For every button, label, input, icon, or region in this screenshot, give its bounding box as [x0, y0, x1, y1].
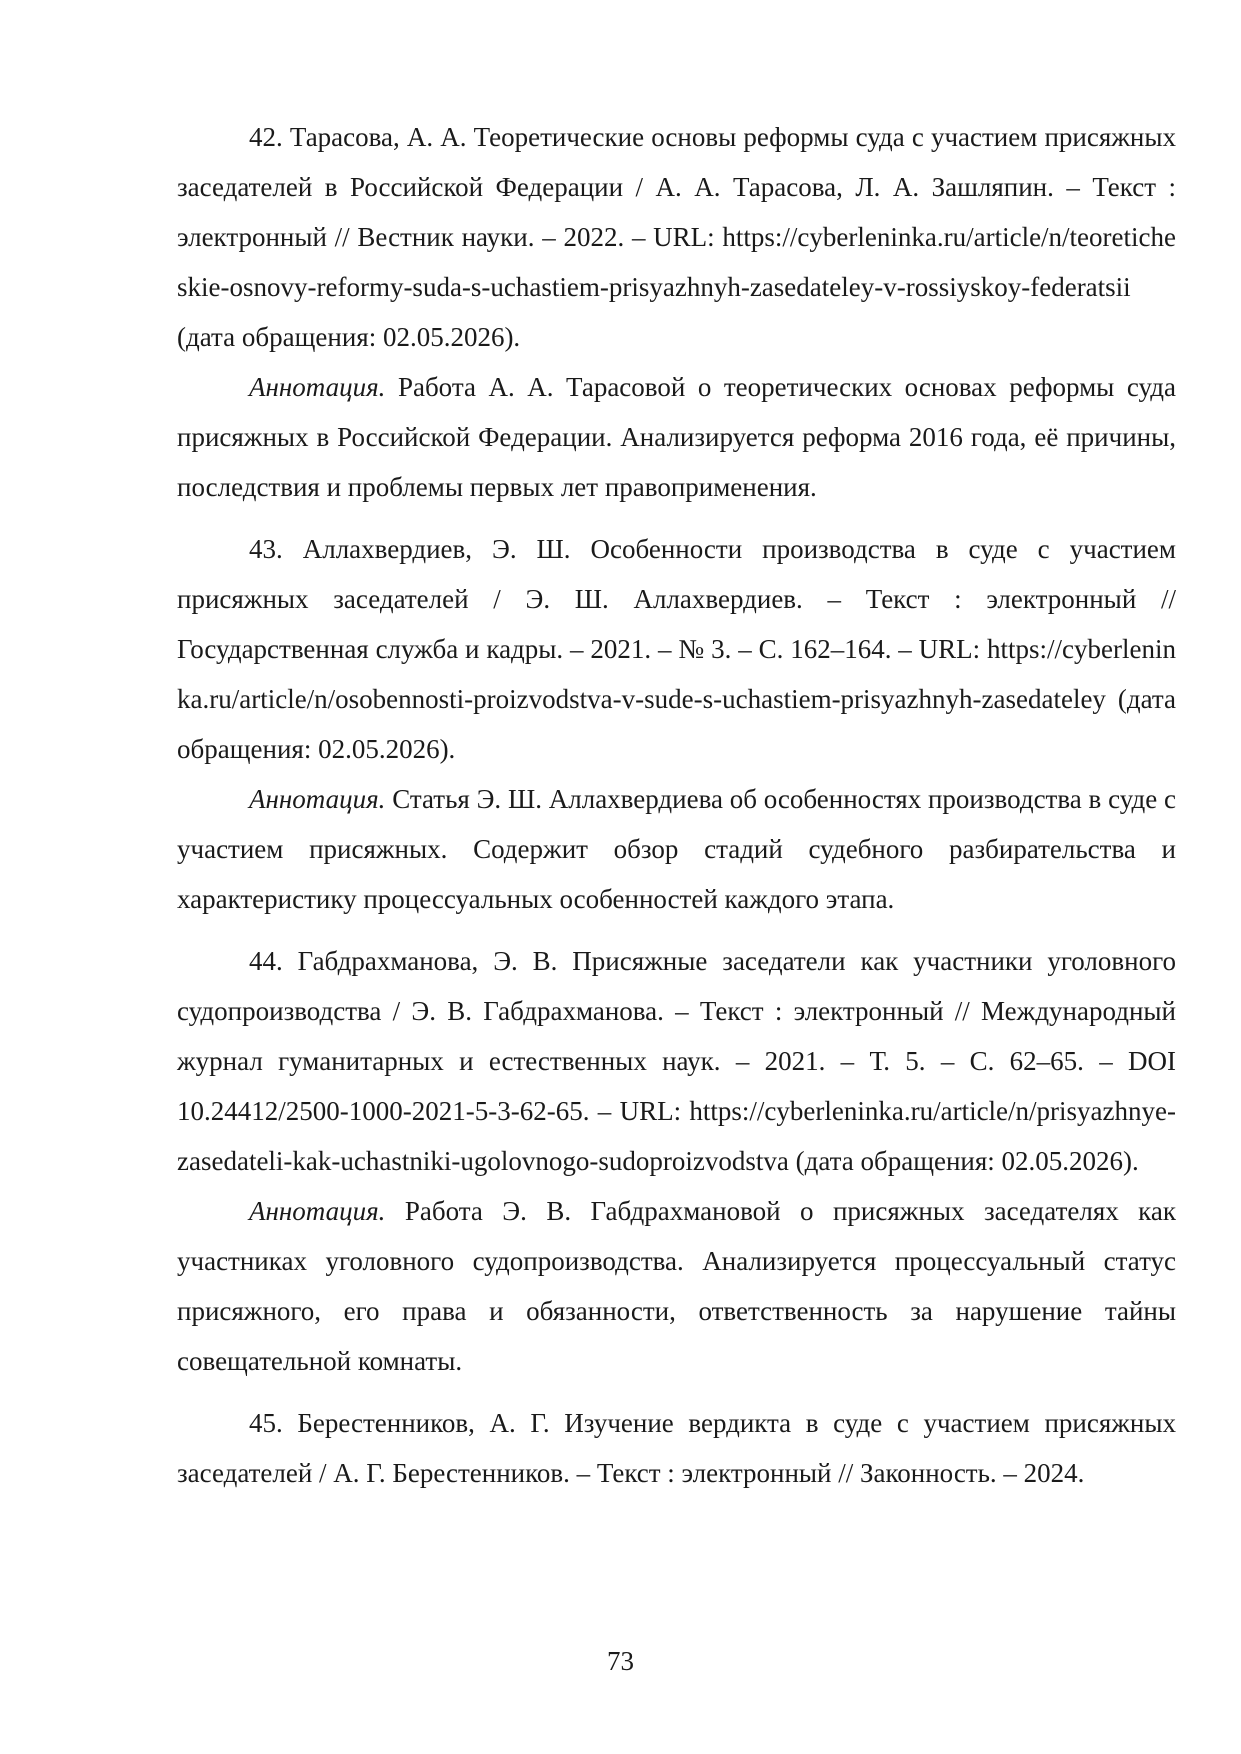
annotation-text: Работа Э. В. Габдрахмановой о присяжных заседателях как участниках уголовного судопроизводства. Анализируется процессуальный статус присяжного, его права и обязанности, ответственность за нарушение тайны совещательной комнаты. — [177, 1196, 1176, 1376]
annotation-label: Аннотация. — [249, 784, 386, 814]
annotation-label: Аннотация. — [249, 372, 386, 402]
reference-text — [177, 524, 1176, 774]
reference-body: 45. Берестенников, А. Г. Изучение вердикта в суде с участием присяжных заседателей / А. Г. Берестенников. – Текст : электронный // Законность. – 2024. — [177, 1408, 1176, 1488]
annotation-paragraph — [177, 774, 1176, 924]
reference-body: 44. Габдрахманова, Э. В. Присяжные заседатели как участники уголовного судопроизводства / Э. В. Габдрахманова. – Текст : электронный // Международный журнал гуманитарных и естественных наук. – 2021. – Т. 5. – С. 62–65. – DOI 10.24412/2500-1000-2021-5-3-62-65. – URL: — [177, 946, 1176, 1126]
reference-text — [177, 1398, 1176, 1498]
reference-access-date: (дата обращения: 02.05.2026). — [177, 684, 1176, 764]
annotation-label: Аннотация. — [249, 1196, 386, 1226]
bibliography-entry-43 — [177, 524, 1176, 924]
reference-url[interactable]: https://cyberleninka.ru/article/n/osobennosti-proizvodstva-v-sude-s-uchastiem-prisyazhnyh-zasedateley — [177, 634, 1176, 714]
annotation-paragraph — [177, 362, 1176, 512]
page-number: 73 — [607, 1646, 634, 1676]
reference-body: 43. Аллахвердиев, Э. Ш. Особенности производства в суде с участием присяжных заседателей / Э. Ш. Аллахвердиев. – Текст : электронный // Государственная служба и кадры. – 2021. – № 3. – С. 162–164. – URL: — [177, 534, 1176, 664]
reference-body: 42. Тарасова, А. А. Теоретические основы реформы суда с участием присяжных заседателей в Российской Федерации / А. А. Тарасова, Л. А. Зашляпин. – Текст : электронный // Вестник науки. – 2022. – URL: — [177, 122, 1176, 252]
bibliography-entry-44 — [177, 936, 1176, 1386]
document-page — [177, 112, 1176, 1510]
annotation-paragraph — [177, 1186, 1176, 1386]
bibliography-entry-42 — [177, 112, 1176, 512]
reference-access-date: (дата обращения: 02.05.2026). — [177, 322, 521, 352]
annotation-text: Работа А. А. Тарасовой о теоретических основах реформы суда присяжных в Российской Федерации. Анализируется реформа 2016 года, её причины, последствия и проблемы первых лет правоприменения. — [177, 372, 1176, 502]
reference-access-date: (дата обращения: 02.05.2026). — [788, 1146, 1139, 1176]
reference-url[interactable]: https://cyberleninka.ru/article/n/teoreticheskie-osnovy-reformy-suda-s-uchastiem-prisyazhnyh-zasedateley-v-rossiyskoy-federatsii — [177, 222, 1176, 302]
reference-url[interactable]: https://cyberleninka.ru/article/n/prisyazhnye-zasedateli-kak-uchastniki-ugolovnogo-sudoproizvodstva — [177, 1096, 1176, 1176]
annotation-text: Статья Э. Ш. Аллахвердиева об особенностях производства в суде с участием присяжных. Содержит обзор стадий судебного разбирательства и характеристику процессуальных особенностей каждого этапа. — [177, 784, 1176, 914]
bibliography-entry-45 — [177, 1398, 1176, 1498]
reference-text — [177, 112, 1176, 362]
reference-text — [177, 936, 1176, 1186]
